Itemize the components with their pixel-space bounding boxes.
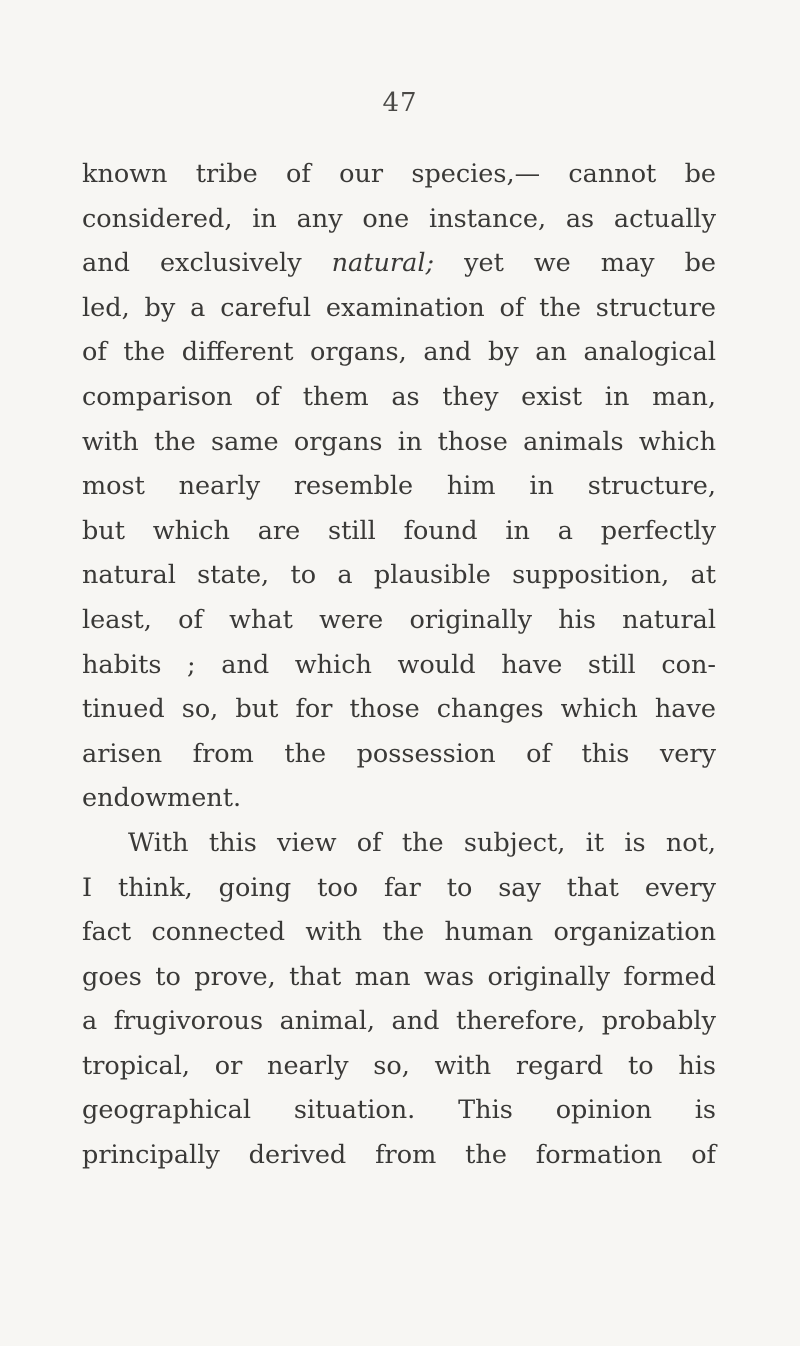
text-line-segment: and exclusively: [82, 248, 332, 279]
text-line: goes to prove, that man was originally formed: [82, 961, 716, 992]
text-line: endowment.: [82, 783, 242, 814]
paragraph-1: [82, 152, 716, 821]
text-line: natural state, to a plausible supposition, at: [82, 560, 716, 591]
text-line: habits ; and which would have still con-: [82, 649, 716, 680]
text-line-segment: yet we may be: [434, 248, 716, 279]
text-line: tinued so, but for those changes which have: [82, 694, 716, 725]
body-text: [82, 152, 716, 1178]
text-line: fact connected with the human organization: [82, 917, 716, 948]
text-line: tropical, or nearly so, with regard to his: [82, 1050, 716, 1081]
text-line: considered, in any one instance, as actually: [82, 203, 716, 234]
text-line: least, of what were originally his natural: [82, 604, 716, 635]
paragraph-2: [82, 821, 716, 1178]
text-line: I think, going too far to say that every: [82, 872, 716, 903]
text-line: principally derived from the formation of: [82, 1140, 716, 1171]
text-line: a frugivorous animal, and therefore, probably: [82, 1006, 716, 1037]
page-number: 47: [382, 88, 418, 118]
text-line: comparison of them as they exist in man,: [82, 381, 716, 412]
text-line: known tribe of our species,— cannot be: [82, 159, 716, 189]
text-line: but which are still found in a perfectly: [82, 515, 716, 546]
text-line: led, by a careful examination of the structure: [82, 292, 716, 323]
text-line: geographical situation. This opinion is: [82, 1095, 716, 1126]
text-line: [82, 241, 716, 286]
text-line: arisen from the possession of this very: [82, 738, 716, 769]
text-line: With this view of the subject, it is not,: [128, 827, 716, 858]
text-line: most nearly resemble him in structure,: [82, 471, 716, 502]
text-line: with the same organs in those animals which: [82, 426, 716, 457]
text-line: of the different organs, and by an analogical: [82, 337, 716, 368]
italic-word: natural;: [331, 248, 435, 279]
